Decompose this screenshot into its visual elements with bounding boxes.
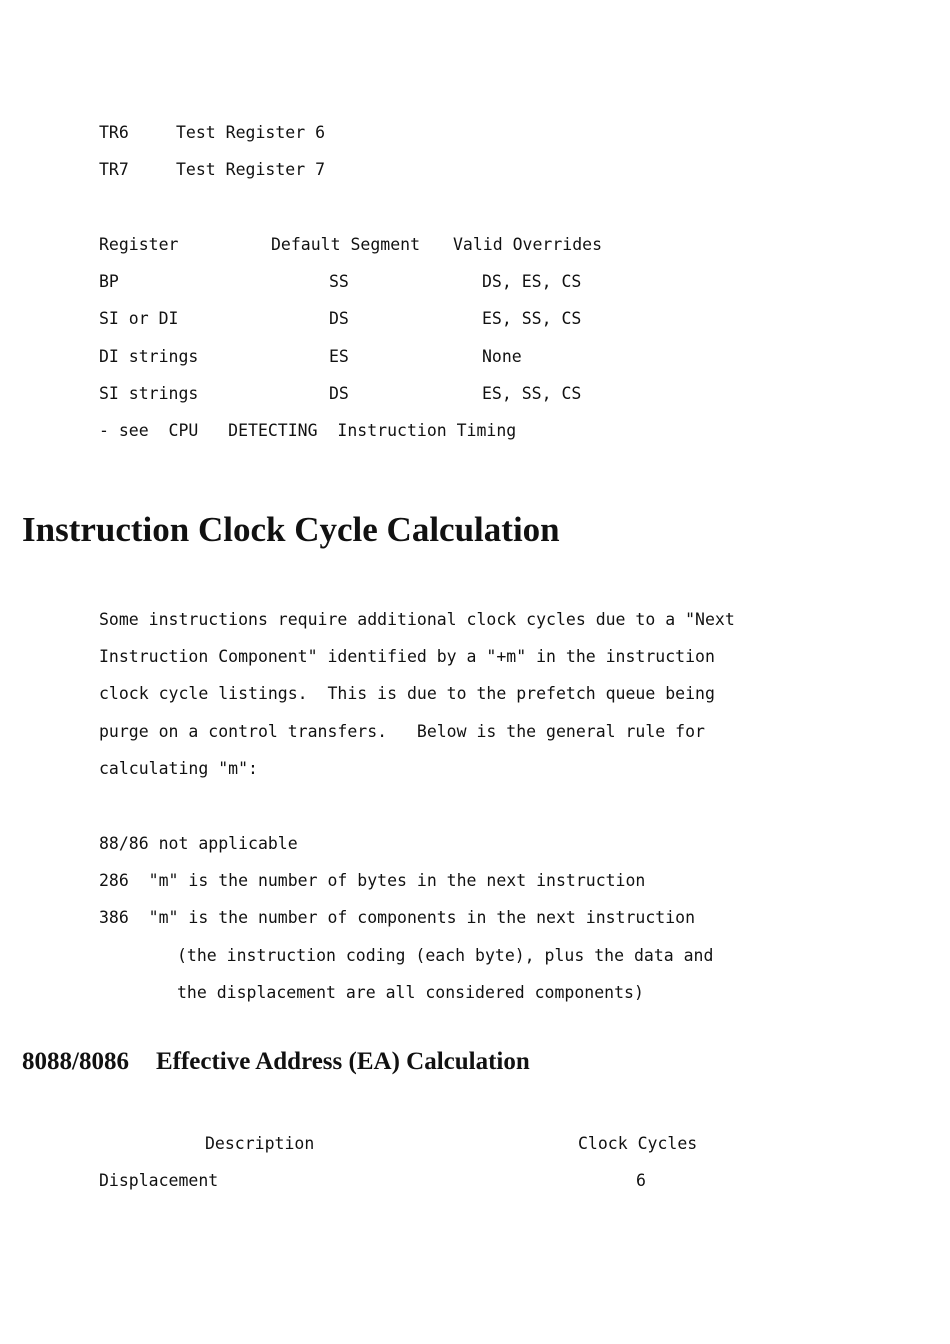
- segment-row-default: ES: [329, 347, 349, 366]
- section-title: Instruction Clock Cycle Calculation: [22, 510, 560, 549]
- segment-row-default: SS: [329, 272, 349, 291]
- paragraph-line: Instruction Component" identified by a "+m" in the instruction: [99, 647, 715, 666]
- segment-row-register: BP: [99, 272, 119, 291]
- segment-header-register: Register: [99, 235, 179, 254]
- segment-header-default: Default Segment: [271, 235, 421, 254]
- tr6-name: TR6: [99, 123, 129, 142]
- paragraph-line: purge on a control transfers. Below is the general rule for: [99, 722, 705, 741]
- segment-row-register: SI strings: [99, 384, 199, 403]
- subsection-prefix: 8088/8086: [22, 1048, 129, 1075]
- see-also-line: - see CPU DETECTING Instruction Timing: [99, 421, 517, 440]
- ea-header-cycles: Clock Cycles: [578, 1134, 698, 1153]
- tr6-desc: Test Register 6: [176, 123, 326, 142]
- segment-header-overrides: Valid Overrides: [453, 235, 603, 254]
- ea-row-cycles: 6: [636, 1171, 646, 1190]
- rule-line: 88/86 not applicable: [99, 834, 298, 853]
- segment-row-register: SI or DI: [99, 309, 179, 328]
- rule-continuation: (the instruction coding (each byte), plus the data and: [177, 946, 714, 965]
- segment-row-overrides: DS, ES, CS: [482, 272, 582, 291]
- segment-row-default: DS: [329, 309, 349, 328]
- rule-continuation: the displacement are all considered components): [177, 983, 644, 1002]
- paragraph-line: calculating "m":: [99, 759, 258, 778]
- segment-row-overrides: ES, SS, CS: [482, 384, 582, 403]
- paragraph-line: Some instructions require additional clock cycles due to a "Next: [99, 610, 735, 629]
- tr7-desc: Test Register 7: [176, 160, 326, 179]
- ea-header-description: Description: [205, 1134, 315, 1153]
- rule-line: 286 "m" is the number of bytes in the next instruction: [99, 871, 646, 890]
- segment-row-overrides: ES, SS, CS: [482, 309, 582, 328]
- segment-row-register: DI strings: [99, 347, 199, 366]
- ea-row-description: Displacement: [99, 1171, 219, 1190]
- segment-row-default: DS: [329, 384, 349, 403]
- segment-row-overrides: None: [482, 347, 522, 366]
- subsection-title-text: Effective Address (EA) Calculation: [155, 1048, 530, 1075]
- tr7-name: TR7: [99, 160, 129, 179]
- rule-line: 386 "m" is the number of components in the next instruction: [99, 908, 696, 927]
- paragraph-line: clock cycle listings. This is due to the prefetch queue being: [99, 684, 715, 703]
- subsection-title: [22, 1048, 530, 1076]
